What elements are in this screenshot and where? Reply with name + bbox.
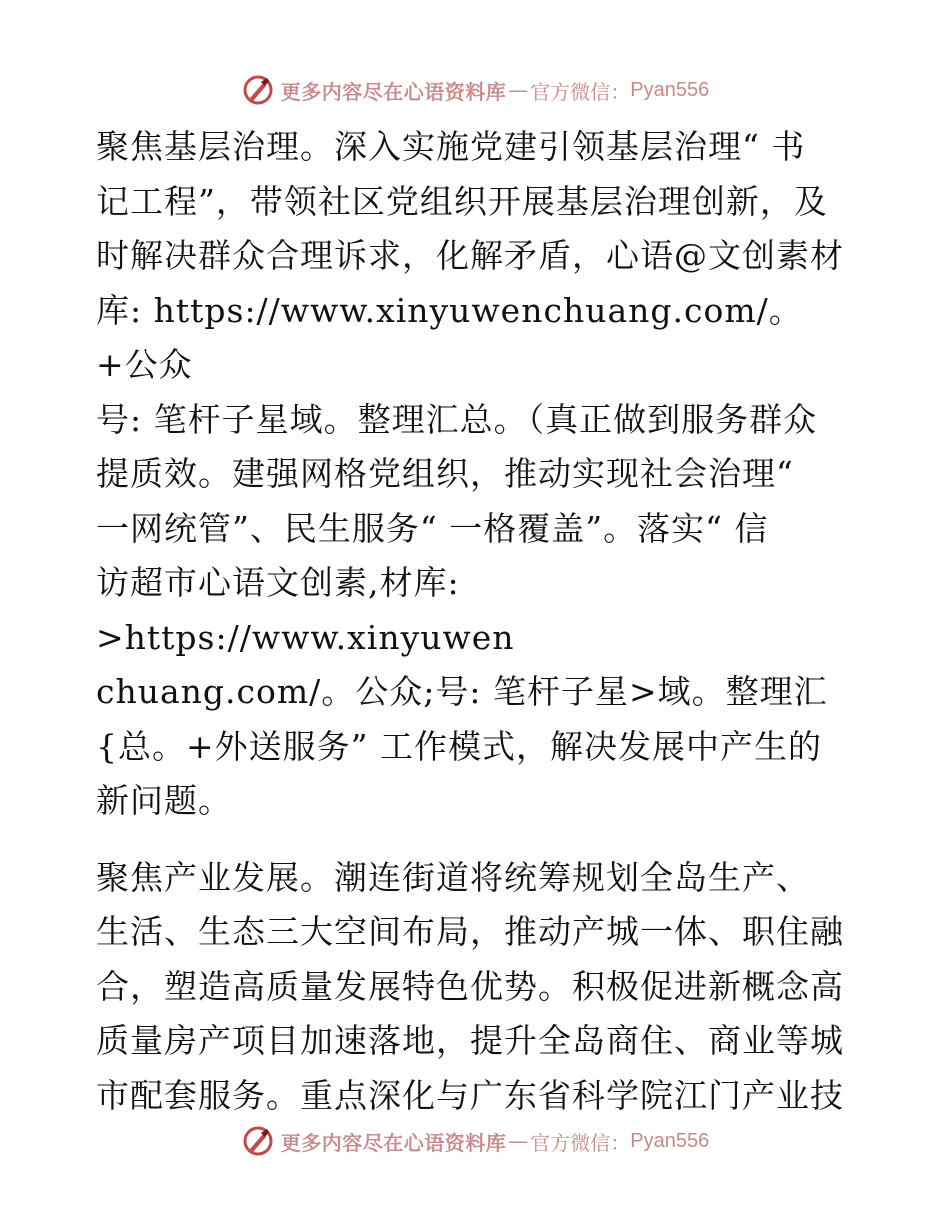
banner-wechat-label: 官方微信：	[530, 79, 631, 104]
banner-title: 更多内容尽在心语资料库	[280, 1130, 507, 1155]
paragraph-industry-development: 聚焦产业发展。潮连街道将统筹规划全岛生产、 生活、生态三大空间布局，推动产城一体、职住融 合，塑造高质量发展特色优势。积极促进新概念高 质量房产项目加速落地，提升全岛商住、商业等城 市配套服务。重点深化与广东省科学院江门产业技	[96, 857, 844, 1115]
pen-logo-icon	[241, 1124, 275, 1158]
document-body	[96, 120, 856, 1123]
page-footer-banner	[0, 1121, 950, 1161]
banner-title: 更多内容尽在心语资料库	[280, 79, 507, 104]
page-header-banner	[0, 70, 950, 110]
banner-dash: —	[508, 1129, 529, 1153]
banner-wechat-id: Pyan556	[630, 1129, 710, 1152]
paragraph-grassroots-governance: 聚焦基层治理。深入实施党建引领基层治理“ 书 记工程”，带领社区党组织开展基层治理创新，及 时解决群众合理诉求，化解矛盾，心语@文创素材 库: https://www.xinyuwenchuang.com/。+公众 号: 笔杆子星域。整理汇总。（真正做到服务群众 提质效。建强网格党组织，推动实现社会治理“ 一网统管”、民生服务“ 一格覆盖”。落实“ 信 访超市心语文创素,材库: >https://www.xinyuwen chuang.com/。公众;号: 笔杆子星>域。整理汇 {总。+外送服务” 工作模式，解决发展中产生的 新问题。	[96, 127, 844, 820]
banner-wechat-id: Pyan556	[630, 78, 710, 101]
pen-logo-icon	[241, 73, 275, 107]
banner-wechat-label: 官方微信：	[530, 1130, 631, 1155]
banner-dash: —	[508, 78, 529, 102]
